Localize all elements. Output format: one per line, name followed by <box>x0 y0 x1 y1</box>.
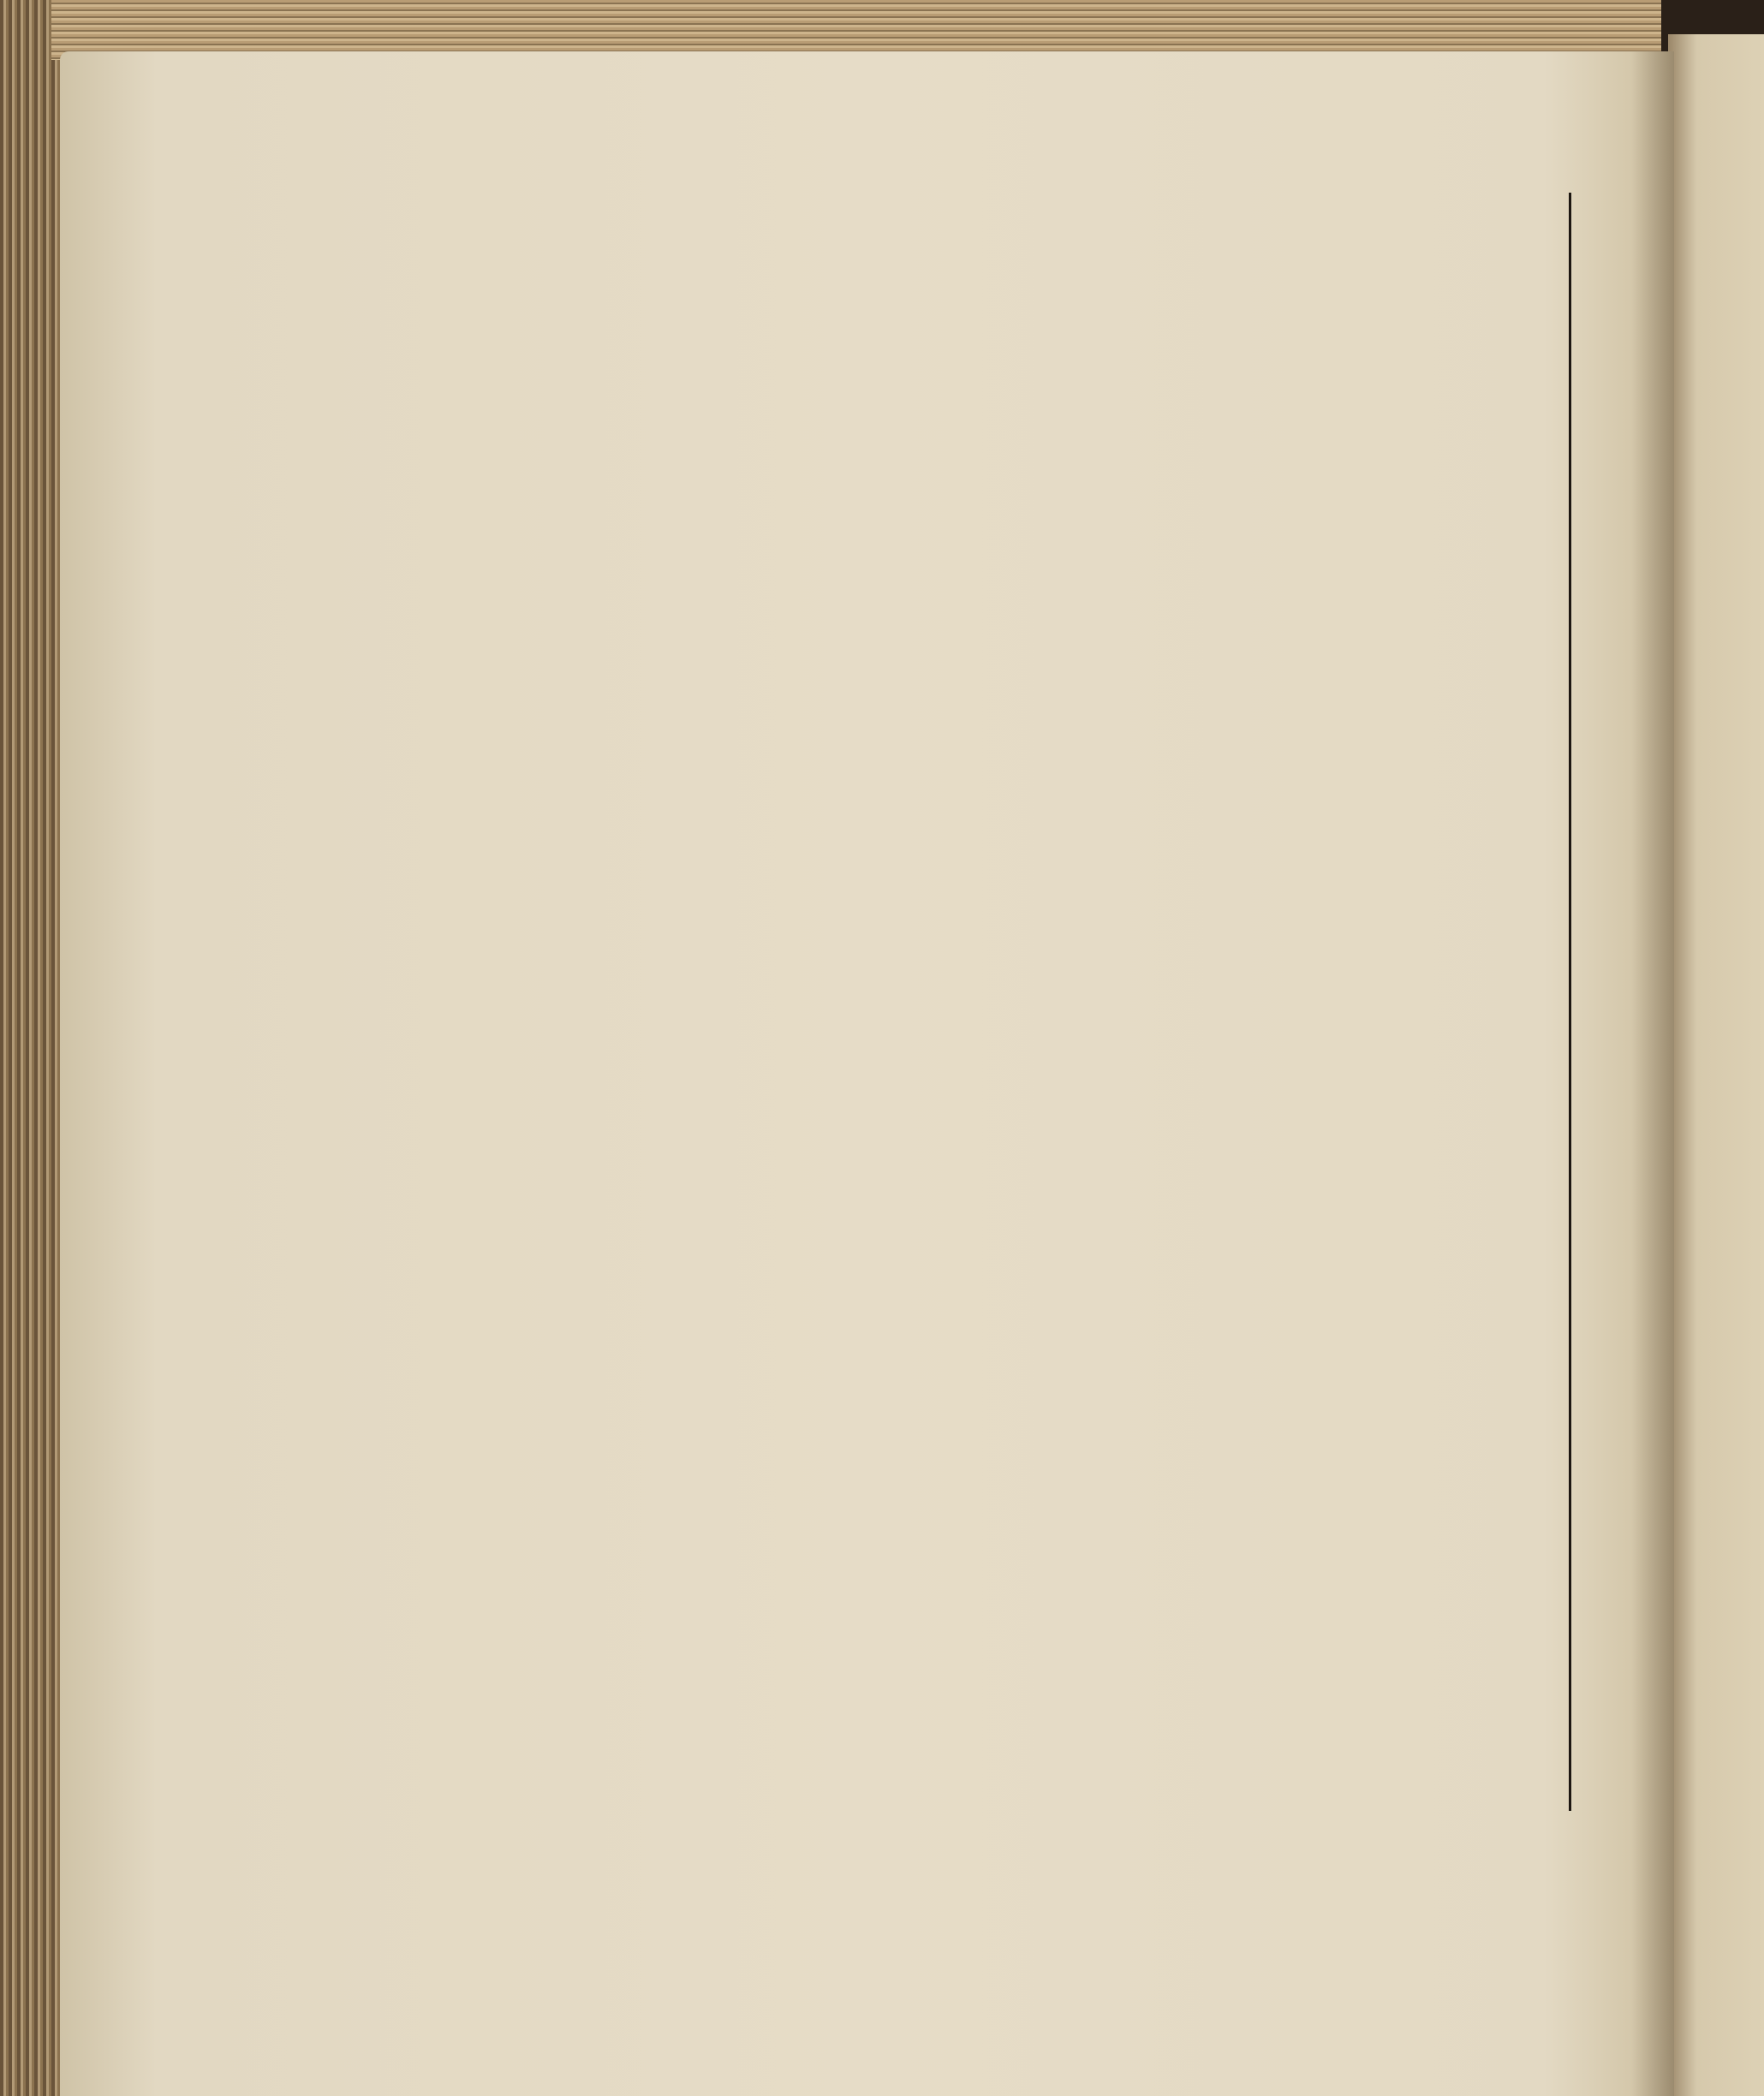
ornament-border-bottom <box>411 1789 1576 1849</box>
ornament-border-top <box>548 190 1558 250</box>
ornament-border-left <box>392 193 461 1760</box>
gutter-shadow <box>1631 51 1674 2096</box>
frame-rule-right <box>1569 193 1571 1811</box>
facing-page <box>1668 34 1764 2096</box>
